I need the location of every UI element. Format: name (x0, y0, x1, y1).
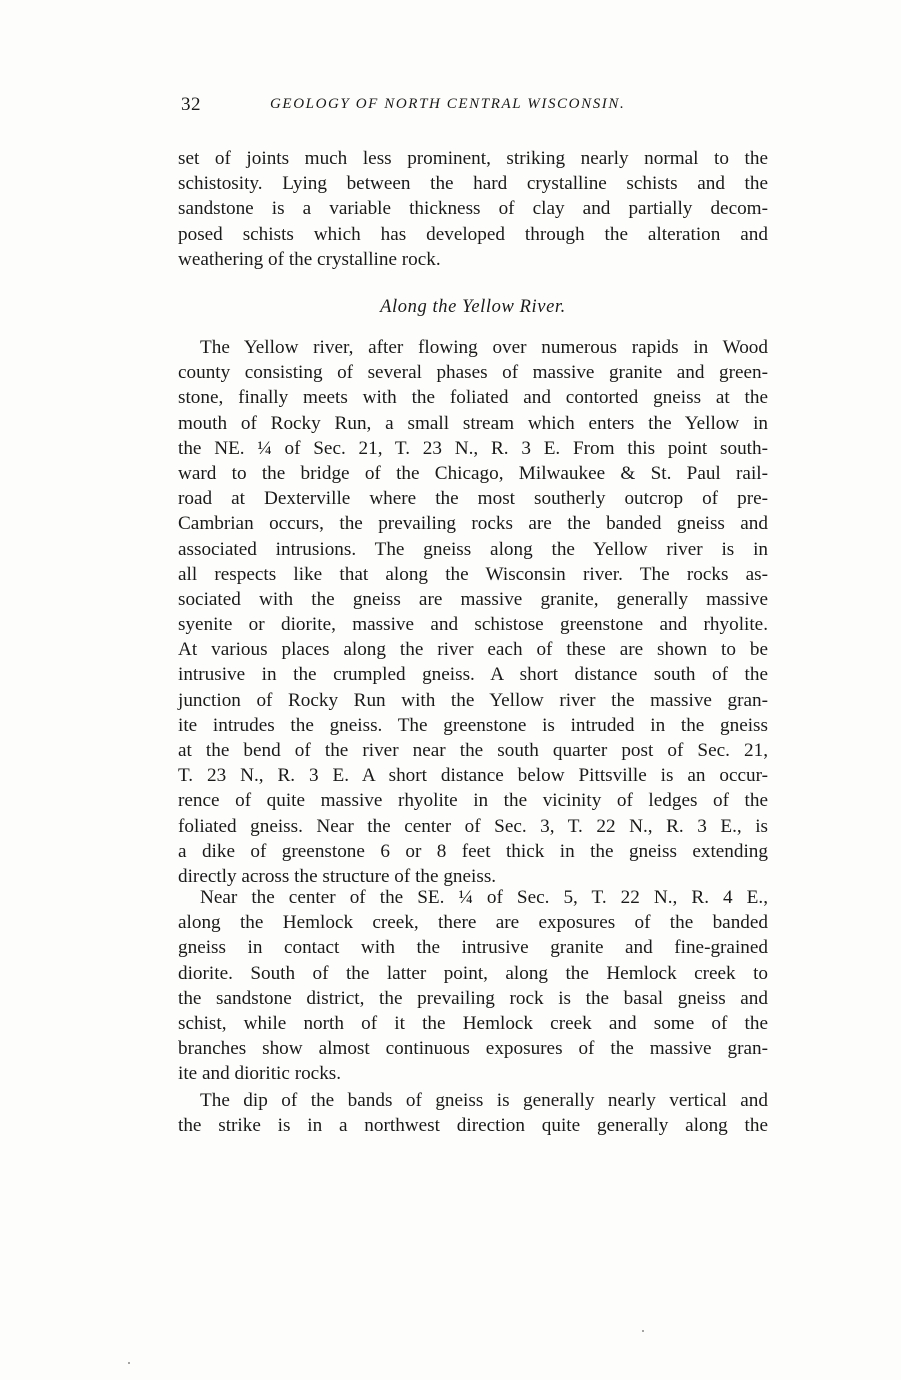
text-line: The Yellow river, after flowing over numerous rapids in Wood (200, 337, 768, 358)
text-line: ward to the bridge of the Chicago, Milwaukee & St. Paul rail- (178, 462, 768, 484)
text-line: directly across the structure of the gneiss. (178, 865, 497, 887)
text-line: county consisting of several phases of massive granite and green- (178, 362, 768, 384)
text-line: mouth of Rocky Run, a small stream which enters the Yellow in (178, 412, 768, 434)
text-line: sociated with the gneiss are massive granite, generally massive (178, 588, 768, 610)
text-line: junction of Rocky Run with the Yellow river the massive gran- (178, 689, 768, 711)
text-line: at the bend of the river near the south quarter post of Sec. 21, (178, 740, 768, 761)
text-line: along the Hemlock creek, there are exposures of the banded (178, 912, 768, 934)
text-line: ite and dioritic rocks. (178, 1063, 342, 1085)
paragraph-yellow-river (178, 335, 768, 889)
text-line: the strike is in a northwest direction quite generally along the (178, 1115, 768, 1137)
paper-speck (128, 1362, 130, 1364)
text-line: road at Dexterville where the most southerly outcrop of pre- (178, 488, 768, 510)
text-line: diorite. South of the latter point, along the Hemlock creek to (178, 962, 768, 984)
page-number: 32 (181, 94, 201, 115)
text-line: sandstone is a variable thickness of clay and partially decom- (178, 198, 768, 220)
text-line: T. 23 N., R. 3 E. A short distance below Pittsville is an occur- (178, 765, 768, 787)
text-line: schistosity. Lying between the hard crystalline schists and the (178, 173, 768, 195)
text-line: The dip of the bands of gneiss is generally nearly vertical and (200, 1090, 768, 1111)
text-line: intrusive in the crumpled gneiss. A short distance south of the (178, 664, 768, 686)
text-line: rence of quite massive rhyolite in the vicinity of ledges of the (178, 790, 768, 812)
section-heading: Along the Yellow River. (380, 297, 566, 317)
text-line: posed schists which has developed through the alteration and (178, 223, 768, 245)
text-line: foliated gneiss. Near the center of Sec. 3, T. 22 N., R. 3 E., is (178, 815, 768, 837)
paragraph-hemlock-creek (178, 885, 768, 1087)
text-line: stone, finally meets with the foliated and contorted gneiss at the (178, 387, 768, 409)
text-line: all respects like that along the Wisconsin river. The rocks as- (178, 563, 768, 585)
text-line: a dike of greenstone 6 or 8 feet thick in the gneiss extending (178, 840, 768, 862)
text-line: Near the center of the SE. ¼ of Sec. 5, T. 22 N., R. 4 E., (200, 887, 768, 908)
text-line: the sandstone district, the prevailing rock is the basal gneiss and (178, 987, 768, 1009)
text-line: set of joints much less prominent, striking nearly normal to the (178, 148, 768, 169)
running-head: GEOLOGY OF NORTH CENTRAL WISCONSIN. (270, 96, 626, 112)
text-line: weathering of the crystalline rock. (178, 248, 441, 270)
paper-speck (642, 1330, 644, 1332)
paragraph-gneiss-dip (178, 1088, 768, 1138)
page-header (178, 94, 770, 120)
paragraph-continuation (178, 146, 768, 272)
text-line: associated intrusions. The gneiss along the Yellow river is in (178, 538, 768, 560)
text-line: branches show almost continuous exposures of the massive gran- (178, 1038, 768, 1060)
text-line: schist, while north of it the Hemlock creek and some of the (178, 1012, 768, 1034)
text-line: Cambrian occurs, the prevailing rocks are the banded gneiss and (178, 513, 768, 535)
text-line: At various places along the river each of these are shown to be (178, 639, 768, 661)
text-line: the NE. ¼ of Sec. 21, T. 23 N., R. 3 E. From this point south- (178, 437, 768, 459)
text-line: gneiss in contact with the intrusive granite and fine-grained (178, 937, 768, 959)
text-line: ite intrudes the gneiss. The greenstone is intruded in the gneiss (178, 714, 768, 736)
text-line: syenite or diorite, massive and schistose greenstone and rhyolite. (178, 614, 768, 636)
